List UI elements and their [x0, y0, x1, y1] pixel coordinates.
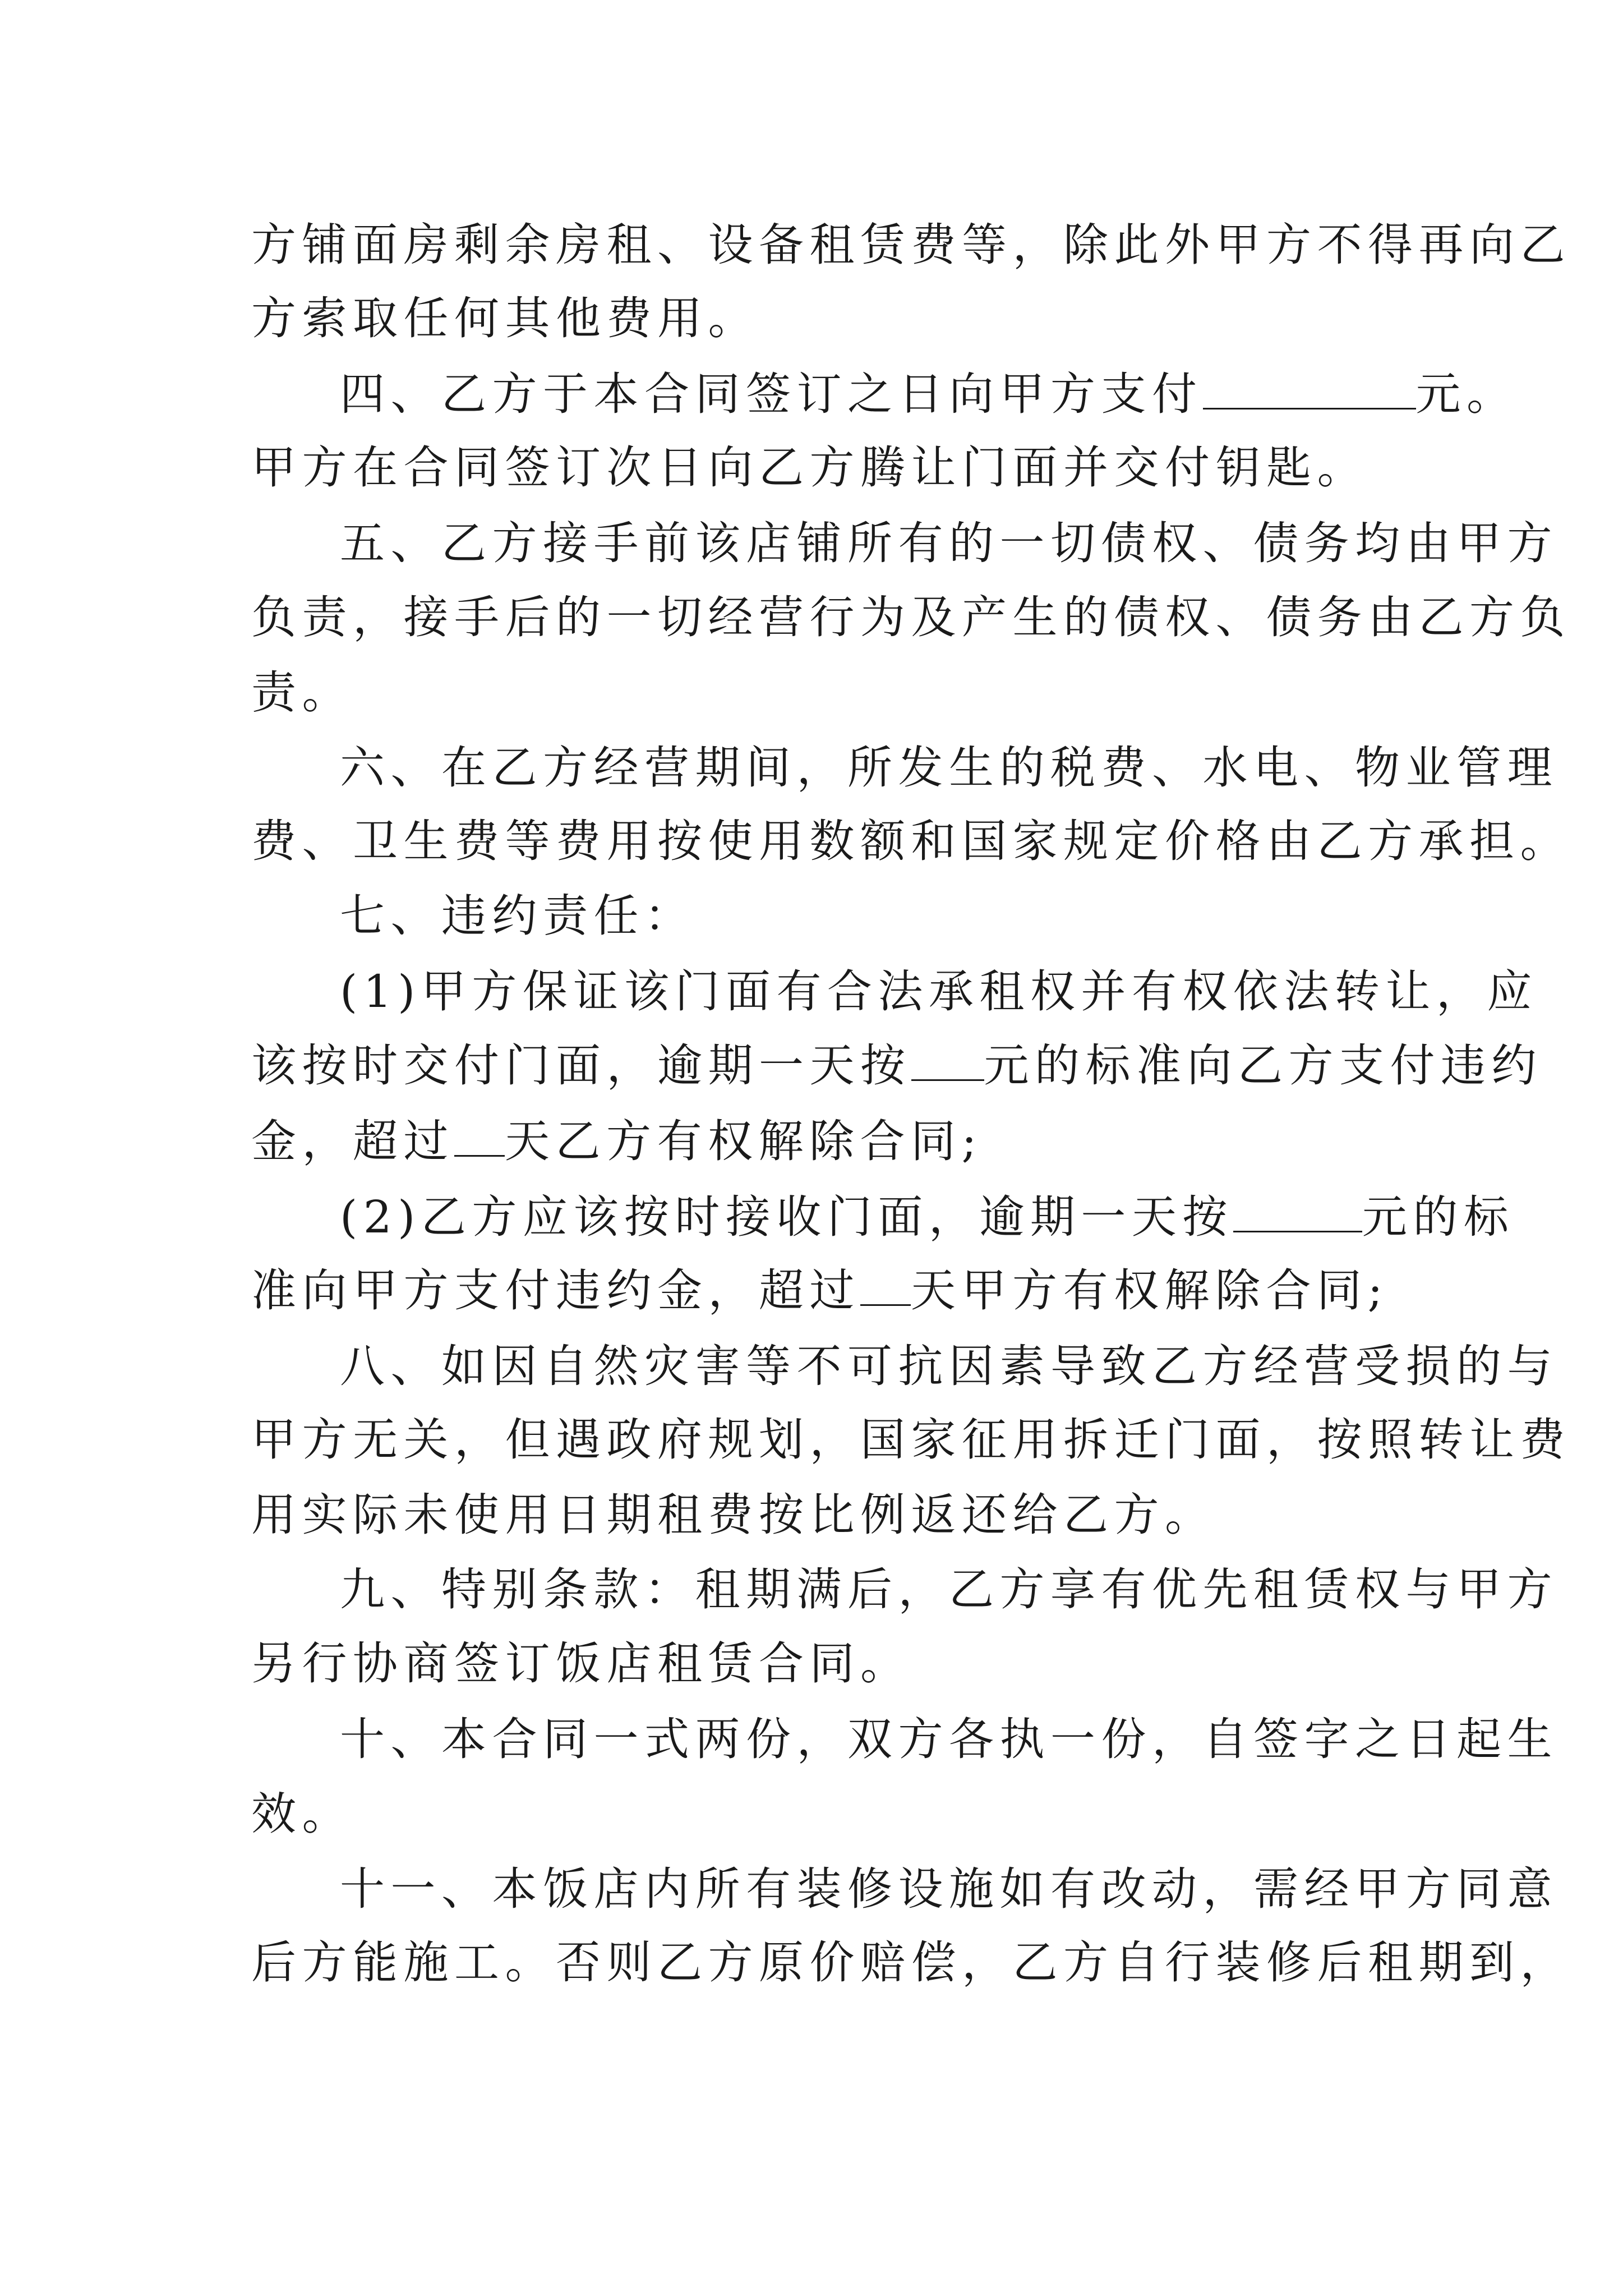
text-line — [251, 1481, 1216, 1549]
line-text: 元的标准向乙方支付违约 — [984, 1039, 1542, 1092]
fill-blank — [1203, 365, 1416, 409]
text-line — [340, 1856, 1558, 1923]
text-line — [251, 659, 353, 726]
text-line — [340, 734, 1558, 802]
line-text: 甲方无关，但遇政府规划，国家征用拆迁门面，按照转让费 — [251, 1414, 1571, 1466]
line-text: 十一、本饭店内所有装修设施如有改动，需经甲方同意 — [340, 1863, 1558, 1915]
line-text: 责。 — [251, 666, 353, 719]
line-text: 四、乙方于本合同签订之日向甲方支付 — [340, 368, 1203, 420]
text-line — [251, 584, 1571, 651]
line-text: (2)乙方应该按时接收门面，逾期一天按 — [340, 1191, 1233, 1243]
text-line — [251, 434, 1368, 501]
fill-blank — [860, 1262, 911, 1306]
text-line — [340, 882, 695, 950]
line-text: 七、违约责任： — [340, 890, 695, 942]
line-text: 天甲方有权解除合同; — [911, 1264, 1389, 1317]
text-line — [340, 958, 1538, 1025]
line-text: 方索取任何其他费用。 — [251, 292, 759, 344]
line-text: 用实际未使用日期租费按比例返还给乙方。 — [251, 1489, 1216, 1541]
fill-blank — [1233, 1188, 1362, 1232]
line-text: 后方能施工。否则乙方原价赔偿，乙方自行装修后租期到， — [251, 1936, 1571, 1989]
line-text: 金，超过 — [251, 1115, 454, 1167]
line-text: 元的标 — [1362, 1191, 1515, 1243]
line-text: (1)甲方保证该门面有合法承租权并有权依法转让，应 — [340, 965, 1538, 1018]
line-text: 费、卫生费等费用按使用数额和国家规定价格由乙方承担。 — [251, 815, 1571, 867]
fill-blank — [454, 1112, 505, 1157]
text-line — [251, 285, 759, 352]
line-text: 天乙方有权解除合同; — [505, 1115, 983, 1167]
line-text: 十、本合同一式两份，双方各执一份，自签字之日起生 — [340, 1713, 1558, 1765]
text-line — [251, 1406, 1571, 1474]
text-line — [340, 1333, 1558, 1400]
text-line — [340, 1556, 1558, 1623]
line-text: 元。 — [1415, 368, 1518, 420]
line-text: 该按时交付门面，逾期一天按 — [251, 1039, 911, 1092]
line-text: 准向甲方支付违约金，超过 — [251, 1264, 860, 1317]
line-text: 负责，接手后的一切经营行为及产生的债权、债务由乙方负 — [251, 591, 1571, 643]
text-line — [251, 1257, 1389, 1324]
line-text: 九、特别条款：租期满后，乙方享有优先租赁权与甲方 — [340, 1563, 1558, 1616]
text-line — [340, 1184, 1514, 1251]
text-line — [340, 361, 1518, 428]
text-line — [340, 510, 1558, 577]
line-text: 方铺面房剩余房租、设备租赁费等，除此外甲方不得再向乙 — [251, 219, 1571, 271]
text-line — [251, 1780, 353, 1848]
line-text: 效。 — [251, 1788, 353, 1840]
fill-blank — [911, 1037, 984, 1081]
text-line — [251, 1630, 911, 1697]
line-text: 六、在乙方经营期间，所发生的税费、水电、物业管理 — [340, 742, 1558, 794]
line-text: 五、乙方接手前该店铺所有的一切债权、债务均由甲方 — [340, 517, 1558, 569]
line-text: 八、如因自然灾害等不可抗因素导致乙方经营受损的与 — [340, 1340, 1558, 1392]
text-line — [340, 1706, 1558, 1773]
line-text: 甲方在合同签订次日向乙方腾让门面并交付钥匙。 — [251, 441, 1368, 494]
text-line — [251, 1032, 1542, 1099]
text-line — [251, 1108, 983, 1175]
text-line — [251, 211, 1571, 279]
text-line — [251, 1929, 1571, 1996]
text-line — [251, 808, 1571, 875]
line-text: 另行协商签订饭店租赁合同。 — [251, 1637, 911, 1690]
